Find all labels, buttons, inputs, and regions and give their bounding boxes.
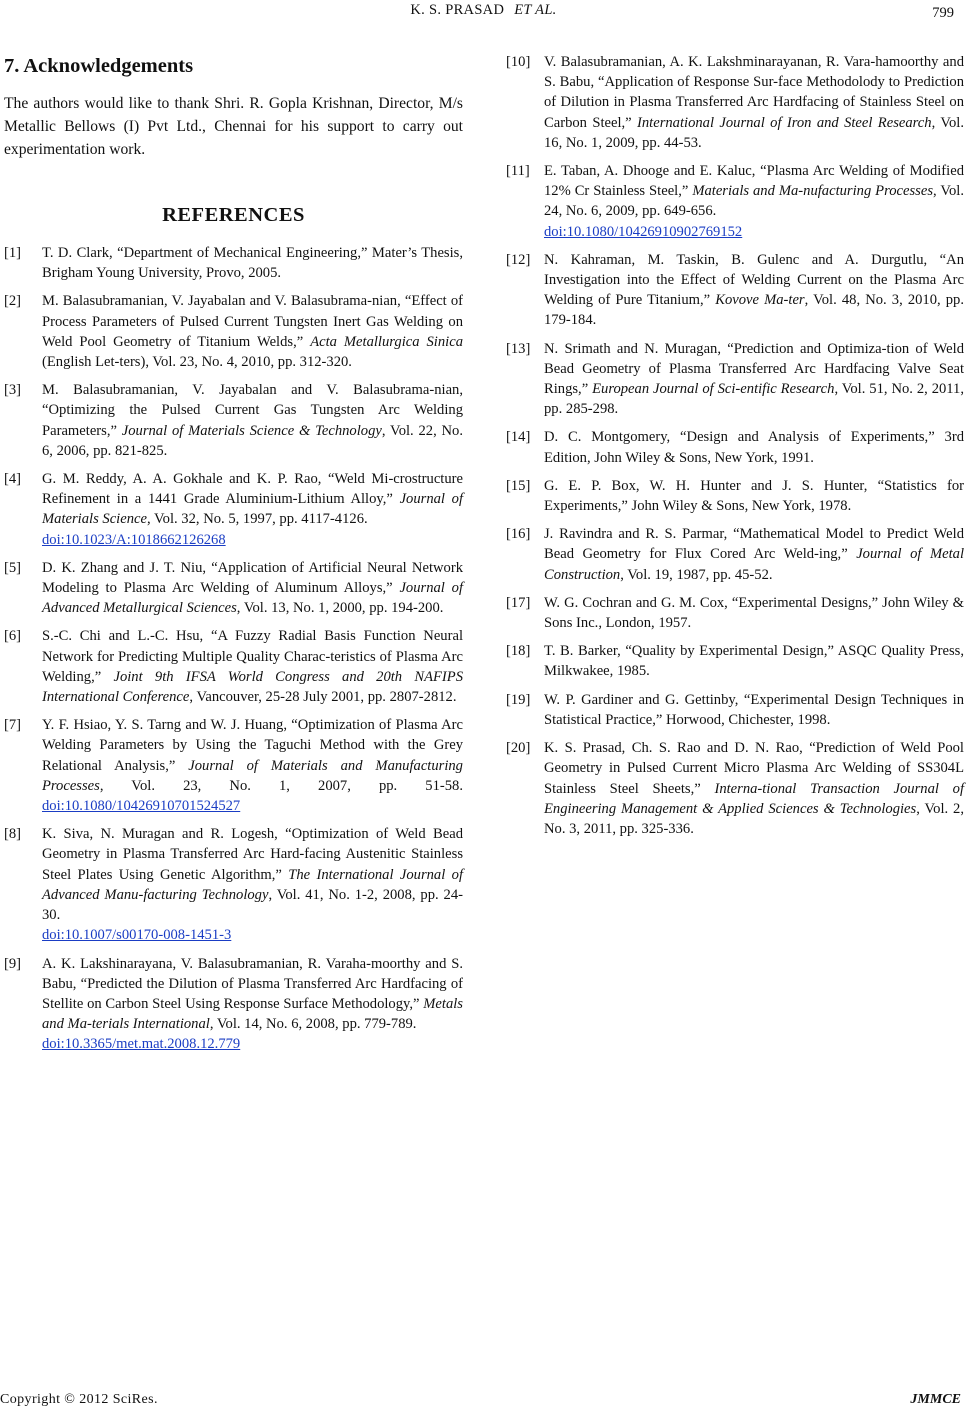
reference-number: [17]: [506, 594, 531, 611]
acknowledgements-text: The authors would like to thank Shri. R. Gopla Krishnan, Director, M/s Metallic Bellows (I) Pvt Ltd., Chennai for his support to carry out experimentation work.: [4, 95, 463, 158]
reference-text: [544, 161, 964, 242]
doi-link[interactable]: doi:10.1023/A:1018662126268: [42, 531, 226, 548]
reference-number: [10]: [506, 54, 531, 70]
reference-authors-title: E. Taban, A. Dhooge and E. Kaluc, “Plasma Arc Welding of Modified 12% Cr Stainless Steel,”: [544, 163, 964, 200]
reference-venue: The International Journal of Advanced Manu-facturing Technology: [42, 866, 464, 903]
reference-details: , Vol. 51, No. 2, 2011, pp. 285-298.: [544, 381, 964, 418]
reference-venue: Journal of Advanced Metallurgical Sciences: [42, 580, 463, 617]
left-column: [4, 52, 463, 1063]
reference-number: [12]: [506, 251, 531, 268]
reference-item: [4, 380, 463, 461]
reference-number: [3]: [4, 382, 22, 399]
reference-item: [4, 291, 463, 372]
reference-number: [6]: [4, 628, 22, 645]
reference-number: [20]: [506, 740, 531, 757]
reference-venue: Interna-tional Transaction Journal of Engineering Management & Applied Sciences & Technologies: [544, 780, 964, 817]
reference-text: [42, 715, 463, 816]
reference-item: [506, 161, 964, 242]
reference-number: [15]: [506, 477, 531, 494]
reference-details: , Vol. 22, No. 6, 2006, pp. 821-825.: [42, 422, 463, 459]
reference-number: [19]: [506, 691, 531, 708]
reference-item: [506, 690, 964, 730]
reference-item: [506, 593, 964, 633]
reference-authors-title: K. S. Prasad, Ch. S. Rao and D. N. Rao, “Prediction of Weld Pool Geometry in Pulsed Current Micro Plasma Arc Welding of SS304L Stainless Steel Sheets,”: [544, 740, 964, 797]
doi-link[interactable]: doi:10.3365/met.mat.2008.12.779: [42, 1036, 241, 1053]
reference-number: [13]: [506, 340, 531, 357]
reference-venue: International Journal of Iron and Steel Research: [637, 114, 932, 131]
right-column: [506, 52, 964, 847]
reference-details: (English Let-ters), Vol. 23, No. 4, 2010, pp. 312-320.: [42, 354, 352, 371]
reference-number: [4]: [4, 471, 22, 488]
reference-details: , Vol. 13, No. 1, 2000, pp. 194-200.: [236, 600, 444, 617]
running-header: [0, 2, 967, 24]
reference-text: [42, 558, 463, 619]
reference-number: [5]: [4, 559, 22, 576]
reference-authors-title: N. Srimath and N. Muragan, “Prediction and Optimiza-tion of Weld Bead Geometry of Plasma Transferred Arc Hardfacing Valve Seat Rings,”: [544, 340, 964, 398]
reference-details: , Vol. 14, No. 6, 2008, pp. 779-789.: [209, 1016, 417, 1033]
page-footer: [0, 1392, 967, 1414]
reference-authors-title: G. E. P. Box, W. H. Hunter and J. S. Hunter, “Statistics for Experiments,” John Wiley & Sons, New York, 1978.: [544, 477, 964, 515]
reference-number: [18]: [506, 643, 531, 660]
reference-text: [42, 469, 463, 550]
reference-authors-title: G. M. Reddy, A. A. Gokhale and K. P. Rao, “Weld Mi-crostructure Refinement in a 1441 Grade Aluminium-Lithium Alloy,”: [42, 471, 463, 508]
reference-item: [506, 524, 964, 585]
reference-authors-title: J. Ravindra and R. S. Parmar, “Mathematical Model to Predict Weld Bead Geometry for Flux Cored Arc Weld-ing,”: [544, 526, 964, 563]
reference-authors-title: S.-C. Chi and L.-C. Hsu, “A Fuzzy Radial Basis Function Neural Network for Predicting Multiple Quality Charac-teristics of Plasma Arc Welding,”: [42, 628, 463, 685]
reference-venue: Metals and Ma-terials International: [42, 995, 463, 1033]
running-etal: ET AL.: [514, 2, 557, 18]
reference-details: , Vol. 32, No. 5, 1997, pp. 4117-4126.: [146, 511, 368, 528]
reference-item: [506, 427, 964, 467]
reference-text: [544, 738, 964, 839]
running-authors: K. S. PRASAD: [410, 2, 505, 18]
reference-details: , Vol. 48, No. 3, 2010, pp. 179-184.: [544, 292, 965, 329]
reference-authors-title: T. D. Clark, “Department of Mechanical Engineering,” Mater’s Thesis, Brigham Young University, Provo, 2005.: [42, 245, 463, 282]
reference-venue: Journal of Materials and Manufacturing Processes: [42, 757, 463, 794]
reference-venue: Kovove Ma-ter: [715, 292, 805, 309]
reference-number: [7]: [4, 717, 22, 734]
reference-number: [14]: [506, 429, 531, 446]
reference-item: [506, 52, 964, 153]
reference-number: [1]: [4, 245, 22, 261]
reference-venue: Journal of Materials Science: [42, 491, 464, 528]
acknowledgements-heading: 7. Acknowledgements: [4, 55, 194, 77]
reference-text: [544, 339, 964, 420]
doi-link[interactable]: doi:10.1080/10426910902769152: [544, 223, 743, 240]
reference-item: [4, 626, 463, 707]
reference-text: [42, 824, 463, 945]
reference-list-left: [4, 243, 463, 1055]
reference-authors-title: V. Balasubramanian, A. K. Lakshminarayanan, R. Vara-hamoorthy and S. Babu, “Application of Response Sur-face Methodolody to Prediction of Dilution in Plasma Transferred Arc Hardfacing of Stainless Steel on Carbon Steel,”: [544, 54, 964, 131]
reference-authors-title: Y. F. Hsiao, Y. S. Tarng and W. J. Huang, “Optimization of Plasma Arc Welding Parameters by Using the Taguchi Method with the Grey Relational Analysis,”: [42, 717, 463, 774]
reference-number: [2]: [4, 293, 22, 310]
reference-item: [506, 641, 964, 681]
reference-number: [11]: [506, 163, 530, 180]
reference-authors-title: D. C. Montgomery, “Design and Analysis of Experiments,” 3rd Edition, John Wiley & Sons, New York, 1991.: [544, 429, 964, 466]
references-heading: REFERENCES: [162, 204, 305, 226]
reference-text: [42, 380, 463, 461]
reference-text: [544, 427, 964, 467]
reference-number: [9]: [4, 955, 22, 972]
reference-authors-title: M. Balasubramanian, V. Jayabalan and V. Balasubrama-nian, “Effect of Process Parameters of Pulsed Current Tungsten Inert Gas Welding on Weld Pool Geometry of Titanium Welds,”: [42, 293, 463, 350]
reference-text: [544, 690, 964, 730]
reference-details: , Vol. 41, No. 1-2, 2008, pp. 24-30.: [42, 886, 463, 924]
reference-text: [544, 593, 964, 633]
reference-venue: Materials and Ma-nufacturing Processes: [692, 183, 934, 200]
reference-details: , Vancouver, 25-28 July 2001, pp. 2807-2812.: [189, 689, 457, 706]
reference-text: [544, 476, 964, 516]
reference-authors-title: A. K. Lakshinarayana, V. Balasubramanian, R. Varaha-moorthy and S. Babu, “Predicted the Dilution of Plasma Transferred Arc Hardfacing of Stellite on Carbon Steel Using Response Surface Methodology,”: [42, 955, 463, 1012]
running-title: [0, 2, 967, 19]
reference-authors-title: W. G. Cochran and G. M. Cox, “Experimental Designs,” John Wiley & Sons Inc., London, 1957.: [544, 594, 964, 632]
reference-item: [4, 954, 463, 1055]
page-number: 799: [932, 5, 954, 21]
reference-item: [506, 738, 964, 839]
reference-authors-title: T. B. Barker, “Quality by Experimental Design,” ASQC Quality Press, Milkwakee, 1985.: [544, 643, 964, 680]
reference-list-right: [506, 52, 964, 839]
reference-text: [42, 291, 463, 372]
reference-text: [42, 954, 463, 1055]
reference-text: [544, 524, 964, 585]
reference-venue: Journal of Metal Construction: [544, 546, 965, 583]
reference-item: [4, 824, 463, 945]
reference-details: , Vol. 24, No. 6, 2009, pp. 649-656.: [544, 183, 964, 220]
reference-authors-title: W. P. Gardiner and G. Gettinby, “Experimental Design Techniques in Statistical Practice,” Horwood, Chichester, 1998.: [544, 691, 964, 728]
reference-authors-title: K. Siva, N. Muragan and R. Logesh, “Optimization of Weld Bead Geometry in Plasma Transferred Arc Hard-facing Austenitic Stainless Steel Plates Using Genetic Algorithm,”: [42, 826, 463, 883]
reference-authors-title: M. Balasubramanian, V. Jayabalan and V. Balasubrama-nian, “Optimizing the Pulsed Current Gas Tungsten Arc Welding Parameters,”: [42, 382, 463, 439]
reference-venue: Journal of Materials Science & Technology: [121, 422, 382, 439]
reference-venue: Joint 9th IFSA World Congress and 20th NAFIPS International Conference: [42, 668, 463, 706]
reference-number: [16]: [506, 526, 531, 543]
reference-item: [4, 243, 463, 283]
reference-details: , Vol. 19, 1987, pp. 45-52.: [620, 566, 773, 583]
reference-number: [8]: [4, 826, 22, 843]
reference-text: [42, 243, 463, 283]
reference-details: , Vol. 23, No. 1, 2007, pp. 51-58.: [99, 777, 463, 794]
reference-item: [4, 558, 463, 619]
reference-item: [506, 476, 964, 516]
reference-authors-title: D. K. Zhang and J. T. Niu, “Application of Artificial Neural Network Modeling to Plasma Arc Welding of Aluminum Alloys,”: [42, 559, 463, 597]
reference-item: [506, 250, 964, 331]
reference-details: , Vol. 16, No. 1, 2009, pp. 44-53.: [544, 114, 964, 151]
reference-venue: European Journal of Sci-entific Research: [592, 381, 835, 398]
reference-details: , Vol. 2, No. 3, 2011, pp. 325-336.: [544, 800, 964, 837]
reference-item: [4, 715, 463, 816]
reference-text: [544, 250, 964, 331]
doi-link[interactable]: doi:10.1007/s00170-008-1451-3: [42, 927, 232, 944]
reference-text: [544, 52, 964, 153]
reference-venue: Acta Metallurgica Sinica: [310, 333, 463, 350]
reference-authors-title: N. Kahraman, M. Taskin, B. Gulenc and A. Durgutlu, “An Investigation into the Effect of Welding Current on the Plasma Arc Welding of Pure Titanium,”: [544, 251, 964, 309]
reference-text: [42, 626, 463, 707]
copyright-notice: Copyright © 2012 SciRes.: [0, 1392, 158, 1407]
reference-item: [4, 469, 463, 550]
doi-link[interactable]: doi:10.1080/10426910701524527: [42, 798, 241, 815]
reference-text: [544, 641, 964, 681]
journal-abbreviation: JMMCE: [910, 1392, 961, 1407]
reference-item: [506, 339, 964, 420]
